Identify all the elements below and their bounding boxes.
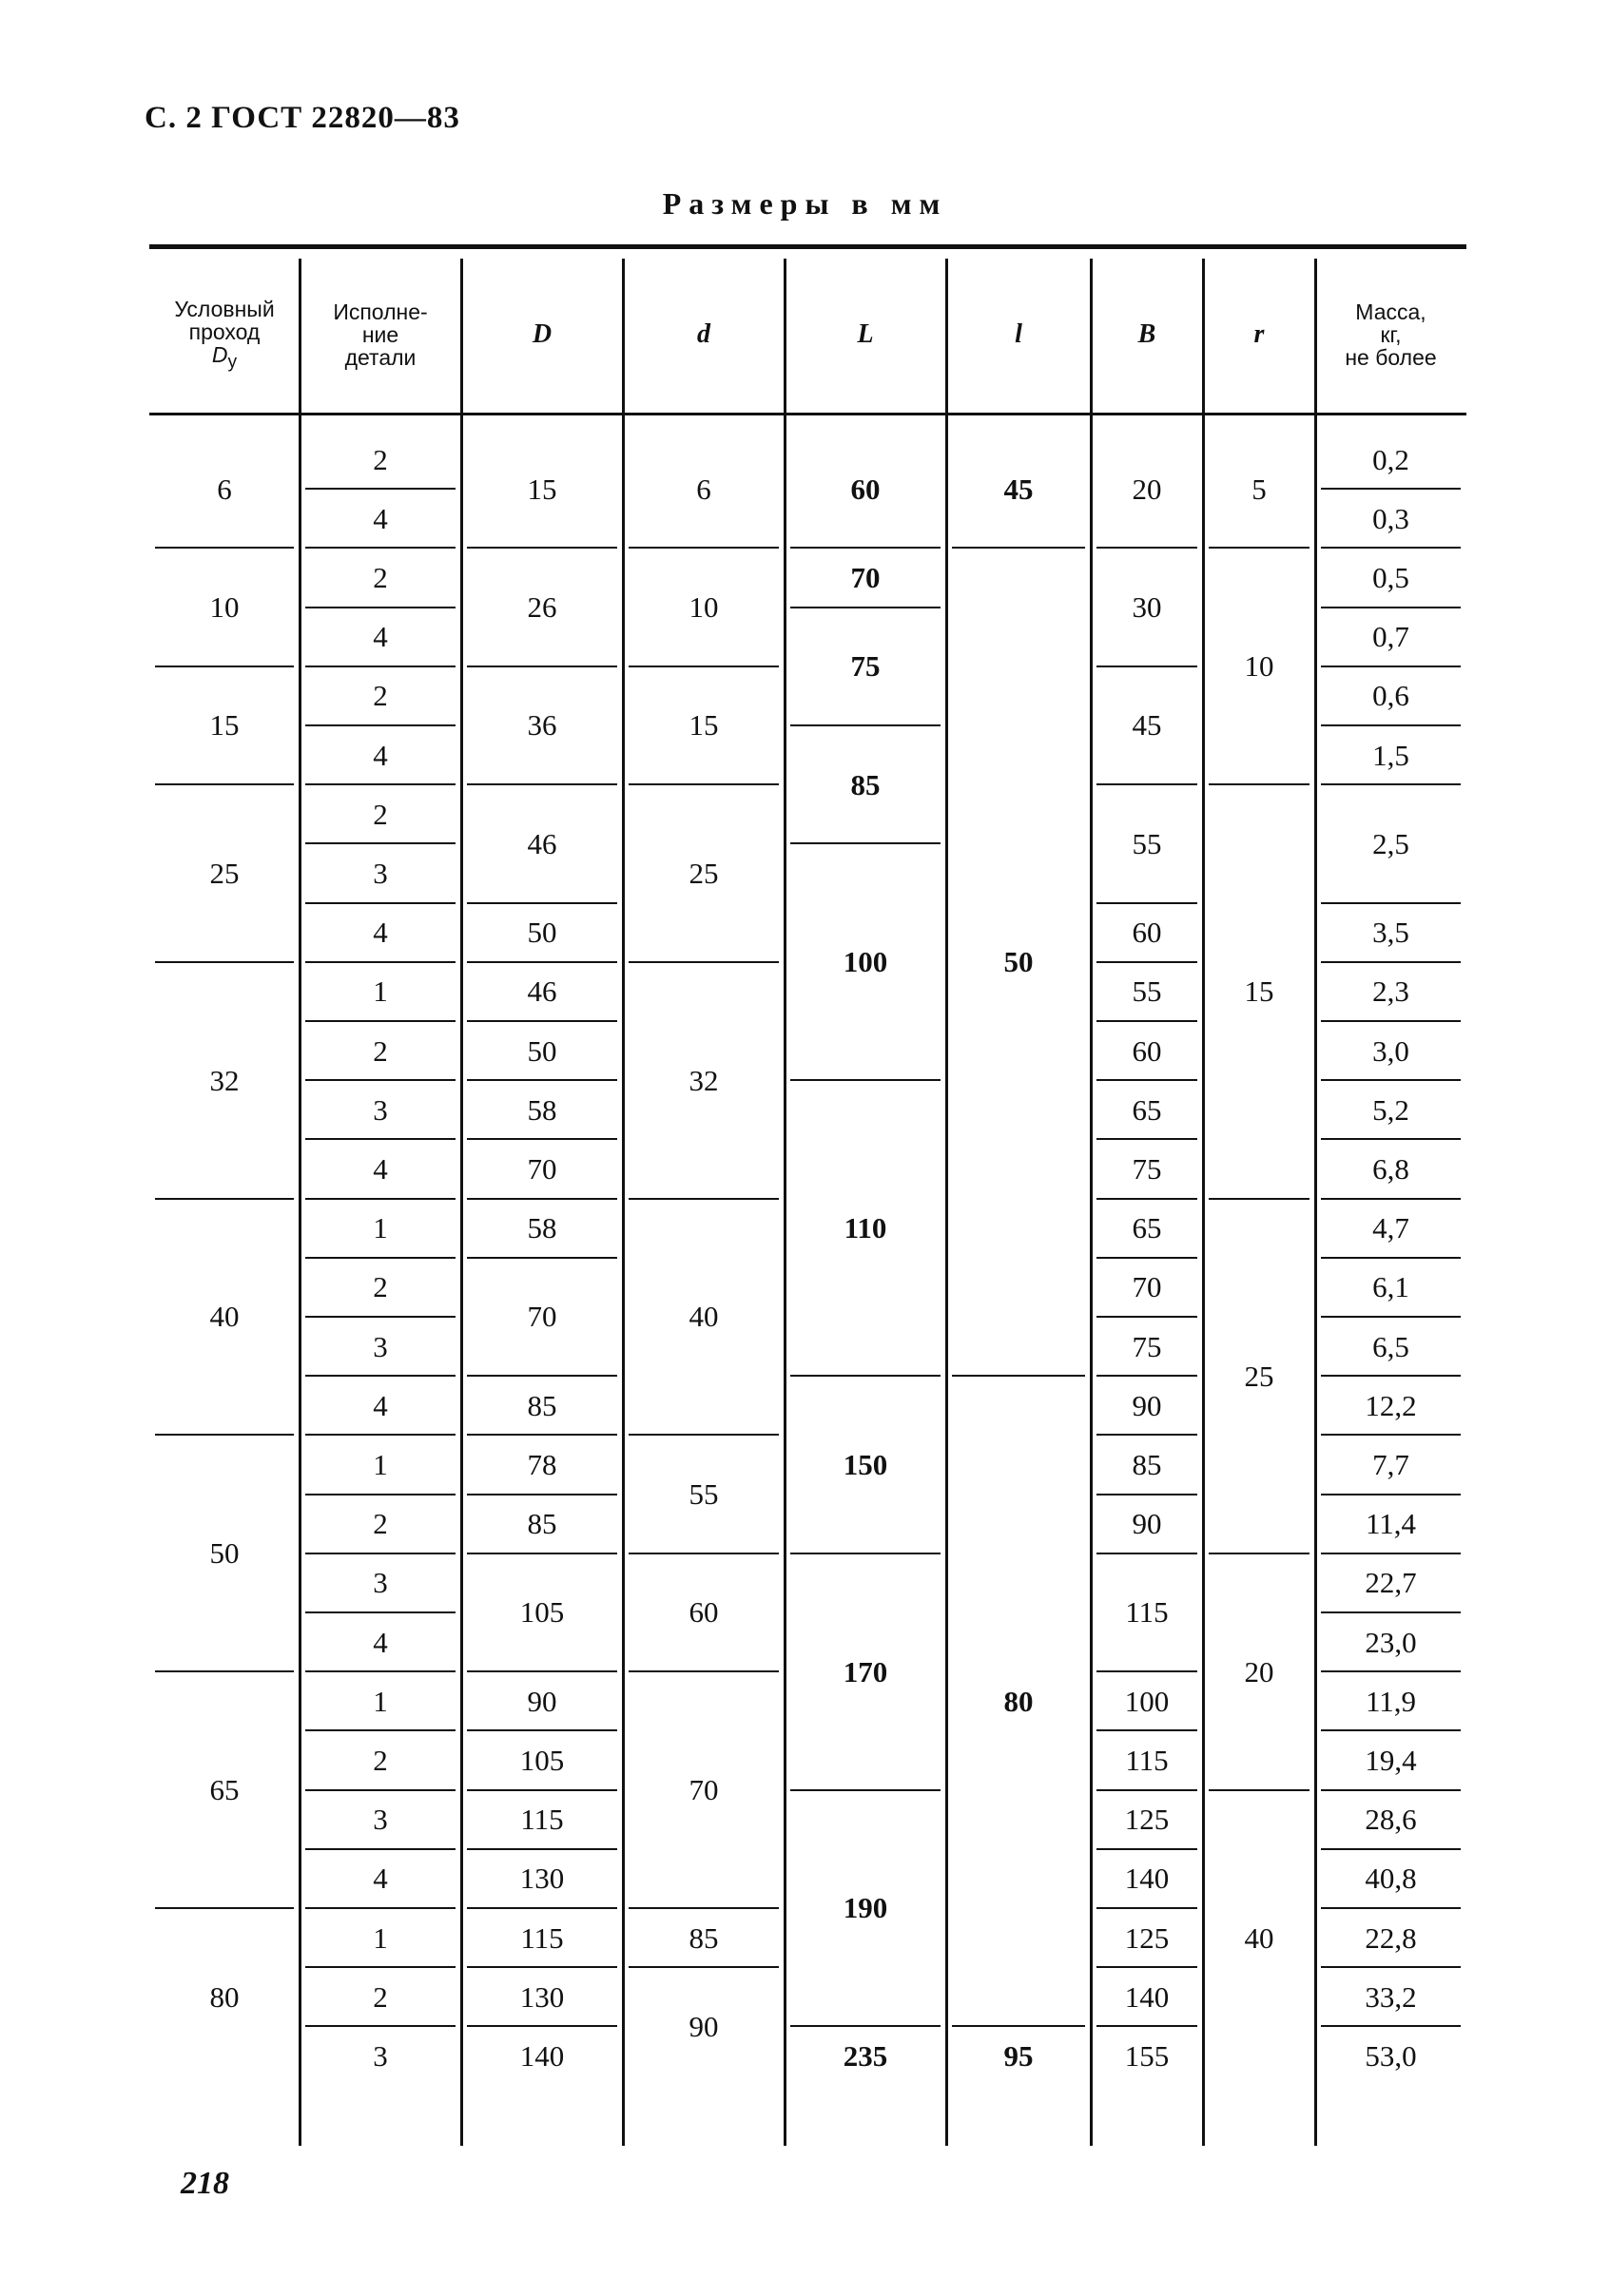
cell-b: 140 (1124, 1979, 1170, 2014)
cell-l: 50 (1003, 945, 1034, 979)
cell-mass: 53,0 (1365, 2038, 1417, 2073)
cell-isp: 2 (373, 1979, 388, 2014)
cell-d: 15 (689, 708, 719, 743)
cell-r: 5 (1251, 472, 1267, 506)
cell-dy: 40 (209, 1300, 240, 1334)
cell-r: 15 (1244, 974, 1274, 1009)
cell-l: 70 (850, 560, 881, 594)
cell-d-outer: 140 (519, 2038, 565, 2073)
cell-mass: 11,4 (1365, 1507, 1417, 1541)
header-ispolnenie: Исполне- ние детали (333, 299, 428, 371)
cell-mass: 2,5 (1372, 826, 1409, 860)
cell-d-outer: 90 (527, 1684, 557, 1718)
cell-d: 60 (689, 1595, 719, 1630)
cell-mass: 22,8 (1365, 1920, 1417, 1955)
cell-b: 20 (1132, 472, 1162, 506)
cell-d-outer: 50 (527, 916, 557, 950)
cell-isp: 2 (373, 797, 388, 831)
cell-isp: 3 (373, 1803, 388, 1837)
cell-d-outer: 105 (519, 1595, 565, 1630)
cell-b: 55 (1132, 974, 1162, 1009)
cell-b: 60 (1132, 916, 1162, 950)
cell-l: 60 (850, 472, 881, 506)
cell-d-outer: 36 (527, 708, 557, 743)
cell-d-outer: 130 (519, 1979, 565, 2014)
cell-isp: 2 (373, 560, 388, 594)
dimensions-table (149, 244, 1466, 2146)
cell-dy: 15 (209, 708, 240, 743)
cell-r: 40 (1244, 1920, 1274, 1955)
cell-b: 125 (1124, 1920, 1170, 1955)
cell-isp: 2 (373, 1033, 388, 1068)
cell-l: 190 (843, 1891, 888, 1925)
cell-b: 125 (1124, 1803, 1170, 1837)
cell-d-outer: 105 (519, 1743, 565, 1777)
cell-isp: 2 (373, 442, 388, 476)
cell-mass: 0,2 (1372, 442, 1409, 476)
cell-d-outer: 26 (527, 590, 557, 625)
cell-d-outer: 115 (520, 1803, 564, 1837)
cell-b: 100 (1124, 1684, 1170, 1718)
cell-isp: 2 (373, 1270, 388, 1304)
header-D: D (532, 319, 553, 350)
cell-mass: 1,5 (1372, 738, 1409, 772)
cell-mass: 19,4 (1365, 1743, 1417, 1777)
cell-dy: 10 (209, 590, 240, 625)
header-dy: Условный проход $D_у$ (174, 296, 275, 373)
cell-mass: 33,2 (1365, 1979, 1417, 2014)
document-header: С. 2 ГОСТ 22820—83 (145, 101, 460, 135)
cell-mass: 0,6 (1372, 679, 1409, 713)
cell-mass: 28,6 (1365, 1803, 1417, 1837)
cell-dy: 25 (209, 856, 240, 890)
cell-b: 30 (1132, 590, 1162, 625)
cell-mass: 5,2 (1372, 1092, 1409, 1127)
cell-d-outer: 130 (519, 1862, 565, 1896)
cell-d: 55 (689, 1477, 719, 1512)
cell-b: 75 (1132, 1151, 1162, 1186)
cell-r: 10 (1244, 649, 1274, 684)
cell-isp: 3 (373, 1092, 388, 1127)
cell-dy: 32 (209, 1063, 240, 1097)
cell-d-outer: 70 (527, 1300, 557, 1334)
header-L: L (857, 319, 874, 350)
cell-isp: 1 (373, 1920, 388, 1955)
cell-isp: 3 (373, 1329, 388, 1363)
cell-d-outer: 50 (527, 1033, 557, 1068)
cell-dy: 6 (217, 472, 232, 506)
cell-b: 60 (1132, 1033, 1162, 1068)
cell-b: 70 (1132, 1270, 1162, 1304)
cell-mass: 6,8 (1372, 1151, 1409, 1186)
cell-d-outer: 115 (520, 1920, 564, 1955)
cell-b: 65 (1132, 1211, 1162, 1245)
cell-d: 25 (689, 856, 719, 890)
cell-isp: 4 (373, 1625, 388, 1659)
cell-isp: 1 (373, 1684, 388, 1718)
cell-d: 40 (689, 1300, 719, 1334)
cell-d-outer: 70 (527, 1151, 557, 1186)
header-B: B (1137, 319, 1156, 350)
cell-r: 20 (1244, 1654, 1274, 1688)
cell-d-outer: 85 (527, 1388, 557, 1422)
cell-mass: 4,7 (1372, 1211, 1409, 1245)
cell-d-outer: 58 (527, 1092, 557, 1127)
cell-mass: 7,7 (1372, 1447, 1409, 1481)
cell-isp: 4 (373, 1151, 388, 1186)
cell-d-outer: 15 (527, 472, 557, 506)
units-caption: Размеры в мм (662, 186, 948, 221)
cell-mass: 23,0 (1365, 1625, 1417, 1659)
cell-b: 55 (1132, 826, 1162, 860)
cell-isp: 4 (373, 1388, 388, 1422)
cell-isp: 4 (373, 916, 388, 950)
cell-d-outer: 78 (527, 1447, 557, 1481)
cell-d: 85 (689, 1920, 719, 1955)
cell-d: 32 (689, 1063, 719, 1097)
cell-d-outer: 58 (527, 1211, 557, 1245)
cell-isp: 4 (373, 1862, 388, 1896)
cell-isp: 2 (373, 1507, 388, 1541)
cell-b: 90 (1132, 1388, 1162, 1422)
cell-mass: 12,2 (1365, 1388, 1417, 1422)
header-mass: Масса, кг, не более (1345, 299, 1437, 371)
cell-d-outer: 46 (527, 974, 557, 1009)
cell-l: 45 (1003, 472, 1034, 506)
cell-mass: 3,5 (1372, 916, 1409, 950)
cell-d-outer: 46 (527, 826, 557, 860)
cell-isp: 4 (373, 738, 388, 772)
cell-isp: 3 (373, 856, 388, 890)
cell-d: 70 (689, 1773, 719, 1807)
cell-mass: 3,0 (1372, 1033, 1409, 1068)
cell-mass: 40,8 (1365, 1862, 1417, 1896)
cell-b: 140 (1124, 1862, 1170, 1896)
cell-isp: 1 (373, 1447, 388, 1481)
cell-b: 85 (1132, 1447, 1162, 1481)
cell-b: 115 (1125, 1595, 1169, 1630)
header-r: r (1253, 319, 1265, 350)
cell-l: 150 (843, 1447, 888, 1481)
cell-l: 75 (850, 649, 881, 684)
cell-mass: 0,3 (1372, 501, 1409, 535)
cell-dy: 65 (209, 1773, 240, 1807)
cell-isp: 4 (373, 501, 388, 535)
cell-l: 170 (843, 1654, 888, 1688)
cell-d: 6 (696, 472, 711, 506)
cell-isp: 3 (373, 2038, 388, 2073)
cell-b: 115 (1125, 1743, 1169, 1777)
cell-l: 80 (1003, 1684, 1034, 1718)
cell-b: 45 (1132, 708, 1162, 743)
header-l: l (1015, 319, 1022, 350)
cell-d: 10 (689, 590, 719, 625)
cell-r: 25 (1244, 1359, 1274, 1393)
page-number: 218 (181, 2166, 229, 2201)
header-d: d (697, 319, 710, 350)
cell-dy: 50 (209, 1536, 240, 1571)
cell-isp: 4 (373, 620, 388, 654)
cell-d-outer: 85 (527, 1507, 557, 1541)
cell-isp: 3 (373, 1566, 388, 1600)
cell-l: 100 (843, 945, 888, 979)
cell-l: 95 (1003, 2038, 1034, 2073)
cell-mass: 2,3 (1372, 974, 1409, 1009)
cell-d: 90 (689, 2009, 719, 2043)
cell-isp: 2 (373, 1743, 388, 1777)
cell-mass: 0,7 (1372, 620, 1409, 654)
cell-isp: 1 (373, 1211, 388, 1245)
cell-mass: 6,1 (1372, 1270, 1409, 1304)
cell-isp: 2 (373, 679, 388, 713)
cell-l: 235 (843, 2038, 888, 2073)
cell-b: 75 (1132, 1329, 1162, 1363)
cell-b: 155 (1124, 2038, 1170, 2073)
cell-mass: 11,9 (1365, 1684, 1417, 1718)
header-divider (149, 413, 1466, 415)
cell-b: 90 (1132, 1507, 1162, 1541)
cell-dy: 80 (209, 1979, 240, 2014)
cell-isp: 1 (373, 974, 388, 1009)
cell-l: 85 (850, 767, 881, 801)
cell-mass: 0,5 (1372, 560, 1409, 594)
cell-l: 110 (844, 1211, 887, 1245)
cell-b: 65 (1132, 1092, 1162, 1127)
cell-mass: 22,7 (1365, 1566, 1417, 1600)
cell-mass: 6,5 (1372, 1329, 1409, 1363)
